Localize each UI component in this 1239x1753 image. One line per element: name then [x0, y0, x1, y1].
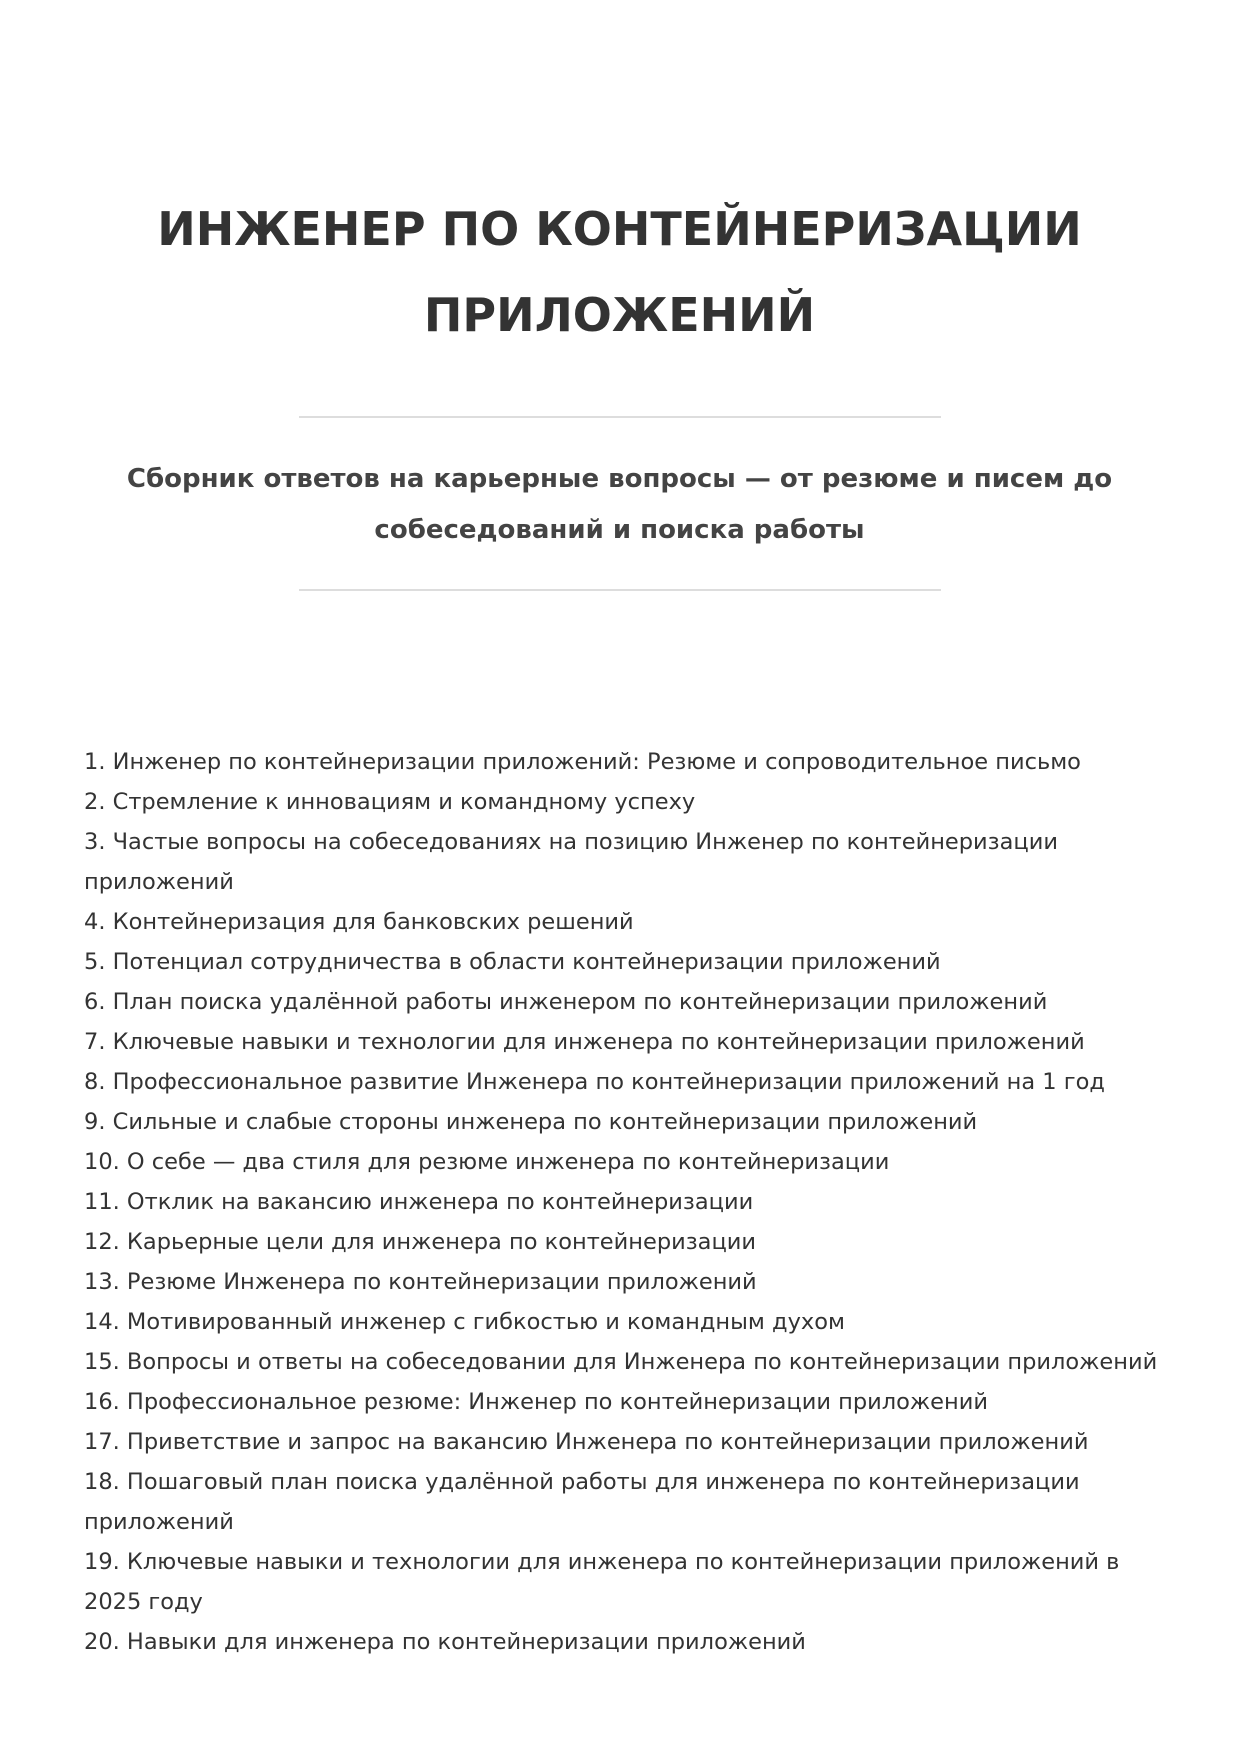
- toc-item: 9. Сильные и слабые стороны инженера по контейнеризации приложений: [84, 1109, 978, 1135]
- toc-item: 6. План поиска удалённой работы инженером по контейнеризации приложений: [84, 989, 1048, 1015]
- toc-item: 15. Вопросы и ответы на собеседовании для Инженера по контейнеризации приложений: [84, 1349, 1158, 1375]
- toc-item: 11. Отклик на вакансию инженера по контейнеризации: [84, 1189, 754, 1215]
- toc-item: 19. Ключевые навыки и технологии для инженера по контейнеризации приложений в 2025 году: [84, 1549, 1120, 1615]
- toc-item: 8. Профессиональное развитие Инженера по контейнеризации приложений на 1 год: [84, 1069, 1105, 1095]
- toc-item: 17. Приветствие и запрос на вакансию Инженера по контейнеризации приложений: [84, 1429, 1089, 1455]
- toc-item: 18. Пошаговый план поиска удалённой работы для инженера по контейнеризации приложений: [84, 1469, 1080, 1535]
- document-subtitle: Сборник ответов на карьерные вопросы — от резюме и писем до собеседований и поиска работы: [126, 464, 1113, 545]
- toc-item: 13. Резюме Инженера по контейнеризации приложений: [84, 1269, 757, 1295]
- table-of-contents: [84, 742, 1164, 1662]
- toc-item: 5. Потенциал сотрудничества в области контейнеризации приложений: [84, 949, 941, 975]
- toc-item: 1. Инженер по контейнеризации приложений: Резюме и сопроводительное письмо: [84, 749, 1081, 775]
- toc-item: 16. Профессиональное резюме: Инженер по контейнеризации приложений: [84, 1389, 988, 1415]
- toc-item: 3. Частые вопросы на собеседованиях на позицию Инженер по контейнеризации приложений: [84, 829, 1058, 895]
- toc-item: 20. Навыки для инженера по контейнеризации приложений: [84, 1629, 806, 1655]
- toc-item: 14. Мотивированный инженер с гибкостью и командным духом: [84, 1309, 845, 1335]
- toc-item: 10. О себе — два стиля для резюме инженера по контейнеризации: [84, 1149, 890, 1175]
- top-divider: [299, 416, 941, 418]
- bottom-divider: [299, 589, 941, 591]
- document-title: ИНЖЕНЕР ПО КОНТЕЙНЕРИЗАЦИИ ПРИЛОЖЕНИЙ: [157, 202, 1082, 342]
- toc-item: 4. Контейнеризация для банковских решений: [84, 909, 634, 935]
- toc-item: 7. Ключевые навыки и технологии для инженера по контейнеризации приложений: [84, 1029, 1085, 1055]
- toc-item: 2. Стремление к инновациям и командному успеху: [84, 789, 696, 815]
- toc-item: 12. Карьерные цели для инженера по контейнеризации: [84, 1229, 757, 1255]
